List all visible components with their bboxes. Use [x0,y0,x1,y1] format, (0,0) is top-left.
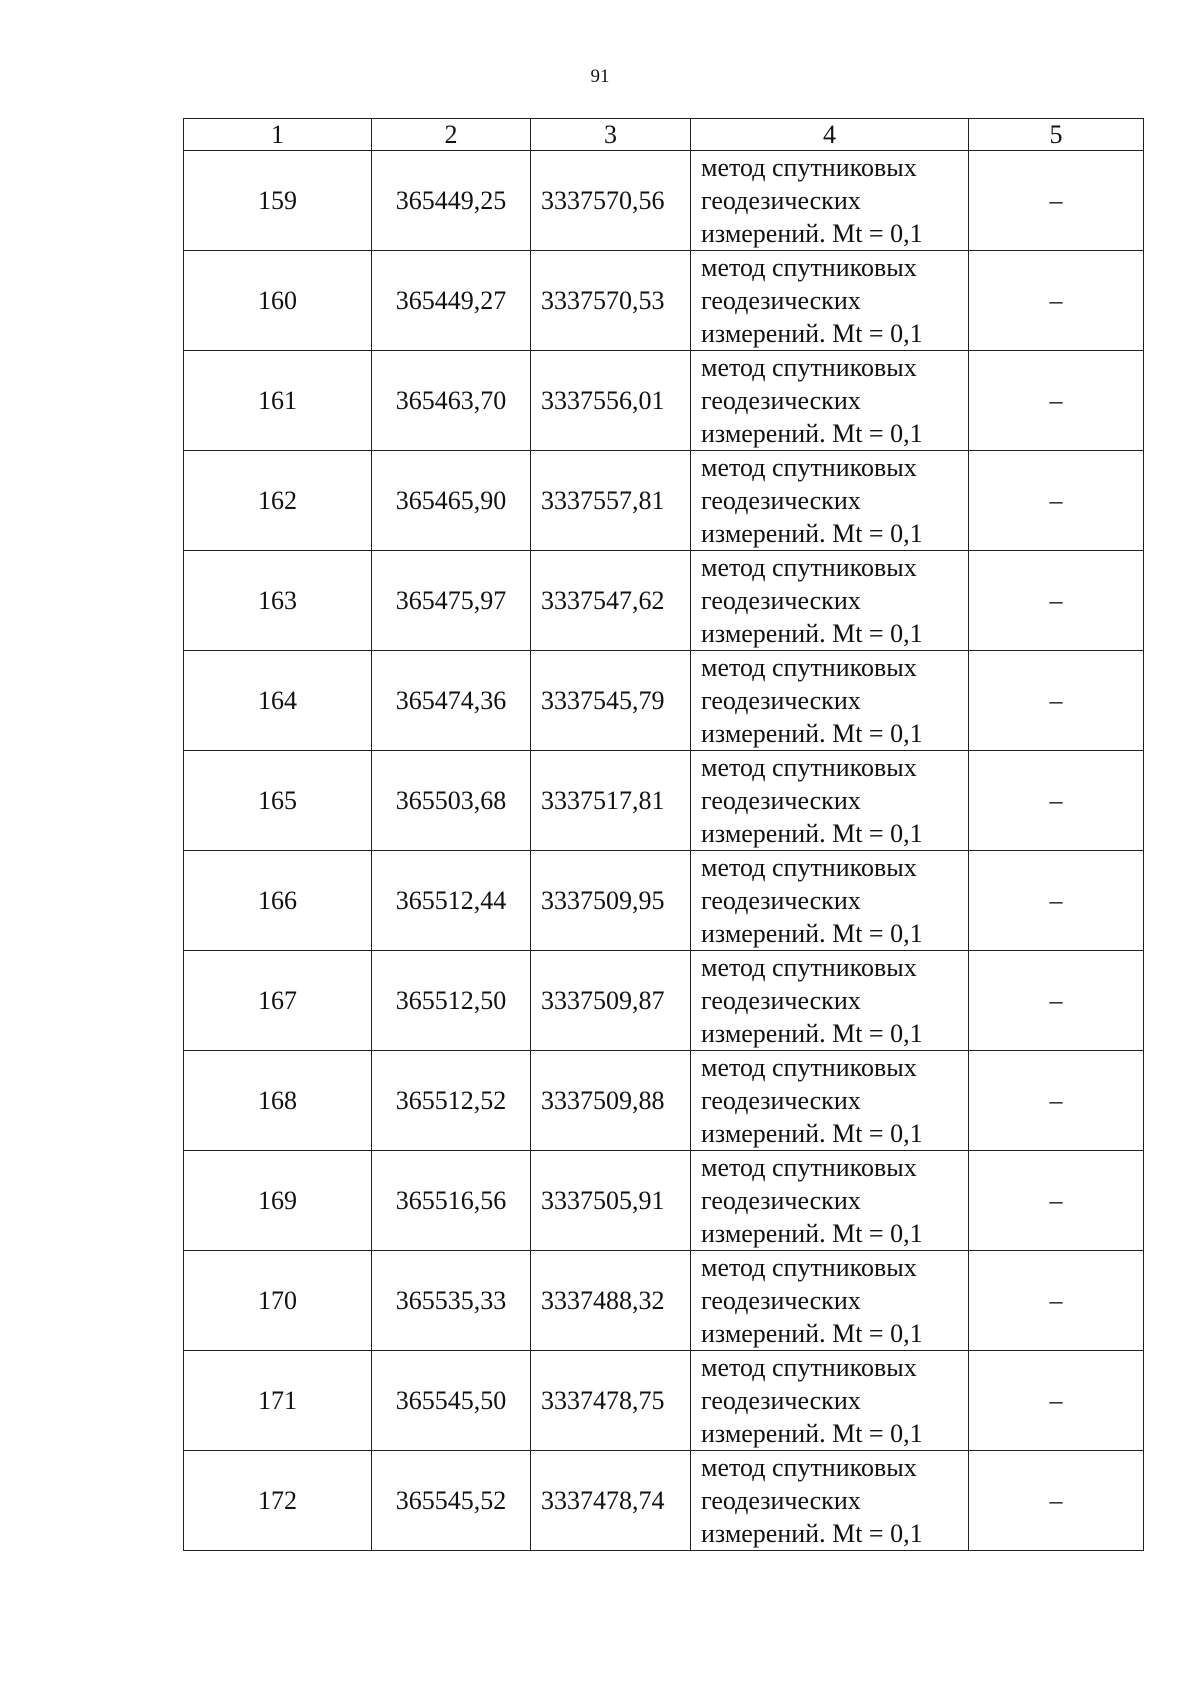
method-line: геодезических [701,286,861,315]
coordinate-x: 365512,50 [372,951,531,1051]
method-line: геодезических [701,686,861,715]
coordinate-y: 3337570,56 [531,151,691,251]
method-line: измерений. Mt = 0,1 [701,419,923,448]
method-line: измерений. Mt = 0,1 [701,319,923,348]
method-line: геодезических [701,1286,861,1315]
coordinate-x: 365463,70 [372,351,531,451]
method-description [691,1251,969,1351]
coordinate-y: 3337545,79 [531,651,691,751]
table-row [184,651,1144,751]
header-cell: 5 [969,119,1144,151]
method-line: метод спутниковых [701,353,917,382]
method-line: геодезических [701,886,861,915]
coordinate-y: 3337478,74 [531,1451,691,1551]
method-line: измерений. Mt = 0,1 [701,219,923,248]
note: – [969,751,1144,851]
point-number: 167 [184,951,372,1051]
note: – [969,1451,1144,1551]
method-line: геодезических [701,186,861,215]
method-line: метод спутниковых [701,553,917,582]
method-line: измерений. Mt = 0,1 [701,719,923,748]
coordinate-y: 3337557,81 [531,451,691,551]
method-line: метод спутниковых [701,1353,917,1382]
coordinate-x: 365474,36 [372,651,531,751]
coordinate-y: 3337517,81 [531,751,691,851]
method-line: геодезических [701,586,861,615]
method-line: метод спутниковых [701,153,917,182]
header-cell: 3 [531,119,691,151]
method-line: измерений. Mt = 0,1 [701,1319,923,1348]
note: – [969,1351,1144,1451]
point-number: 172 [184,1451,372,1551]
method-line: измерений. Mt = 0,1 [701,819,923,848]
point-number: 164 [184,651,372,751]
note: – [969,951,1144,1051]
coordinate-x: 365503,68 [372,751,531,851]
method-line: геодезических [701,1486,861,1515]
coordinates-table [183,118,1144,1551]
note: – [969,151,1144,251]
method-description [691,651,969,751]
point-number: 170 [184,1251,372,1351]
coordinate-x: 365535,33 [372,1251,531,1351]
point-number: 171 [184,1351,372,1451]
coordinate-x: 365449,25 [372,151,531,251]
coordinate-x: 365475,97 [372,551,531,651]
coordinate-y: 3337570,53 [531,251,691,351]
point-number: 160 [184,251,372,351]
coordinate-y: 3337488,32 [531,1251,691,1351]
point-number: 165 [184,751,372,851]
method-line: геодезических [701,486,861,515]
header-cell: 2 [372,119,531,151]
table-row [184,851,1144,951]
method-description [691,451,969,551]
table-row [184,351,1144,451]
method-description [691,1451,969,1551]
point-number: 161 [184,351,372,451]
method-line: метод спутниковых [701,1253,917,1282]
coordinate-y: 3337509,95 [531,851,691,951]
method-line: метод спутниковых [701,453,917,482]
method-line: измерений. Mt = 0,1 [701,1219,923,1248]
method-line: метод спутниковых [701,953,917,982]
coordinate-y: 3337556,01 [531,351,691,451]
note: – [969,1251,1144,1351]
table-row [184,751,1144,851]
coordinate-x: 365545,50 [372,1351,531,1451]
table-row [184,951,1144,1051]
method-line: геодезических [701,986,861,1015]
method-line: геодезических [701,1186,861,1215]
coordinate-y: 3337509,87 [531,951,691,1051]
note: – [969,351,1144,451]
point-number: 168 [184,1051,372,1151]
method-line: измерений. Mt = 0,1 [701,1019,923,1048]
coordinate-y: 3337547,62 [531,551,691,651]
coordinate-y: 3337478,75 [531,1351,691,1451]
table-row [184,451,1144,551]
note: – [969,1151,1144,1251]
header-row [184,119,1144,151]
note: – [969,651,1144,751]
method-line: измерений. Mt = 0,1 [701,1419,923,1448]
table-row [184,1151,1144,1251]
method-description [691,351,969,451]
coordinate-x: 365465,90 [372,451,531,551]
method-line: геодезических [701,1086,861,1115]
method-description [691,951,969,1051]
method-description [691,1051,969,1151]
table-row [184,251,1144,351]
coordinate-x: 365545,52 [372,1451,531,1551]
method-description [691,251,969,351]
point-number: 163 [184,551,372,651]
method-line: метод спутниковых [701,1453,917,1482]
method-line: метод спутниковых [701,1053,917,1082]
note: – [969,251,1144,351]
table-row [184,551,1144,651]
method-line: геодезических [701,1386,861,1415]
note: – [969,451,1144,551]
coordinate-x: 365512,44 [372,851,531,951]
method-line: метод спутниковых [701,1153,917,1182]
point-number: 166 [184,851,372,951]
method-line: метод спутниковых [701,853,917,882]
table-row [184,1251,1144,1351]
coordinate-x: 365516,56 [372,1151,531,1251]
coordinate-x: 365449,27 [372,251,531,351]
coordinate-x: 365512,52 [372,1051,531,1151]
point-number: 162 [184,451,372,551]
method-description [691,851,969,951]
method-line: измерений. Mt = 0,1 [701,1119,923,1148]
point-number: 159 [184,151,372,251]
method-description [691,1351,969,1451]
method-line: геодезических [701,386,861,415]
method-line: метод спутниковых [701,253,917,282]
table-row [184,1051,1144,1151]
method-description [691,1151,969,1251]
method-line: измерений. Mt = 0,1 [701,1519,923,1548]
note: – [969,551,1144,651]
note: – [969,1051,1144,1151]
method-line: метод спутниковых [701,653,917,682]
header-cell: 4 [691,119,969,151]
method-line: метод спутниковых [701,753,917,782]
method-line: измерений. Mt = 0,1 [701,519,923,548]
page-number: 91 [590,66,610,87]
method-description [691,551,969,651]
method-line: измерений. Mt = 0,1 [701,919,923,948]
table-row [184,151,1144,251]
header-cell: 1 [184,119,372,151]
method-line: измерений. Mt = 0,1 [701,619,923,648]
coordinate-y: 3337509,88 [531,1051,691,1151]
method-line: геодезических [701,786,861,815]
table-row [184,1451,1144,1551]
table-row [184,1351,1144,1451]
method-description [691,751,969,851]
coordinate-y: 3337505,91 [531,1151,691,1251]
method-description [691,151,969,251]
note: – [969,851,1144,951]
point-number: 169 [184,1151,372,1251]
